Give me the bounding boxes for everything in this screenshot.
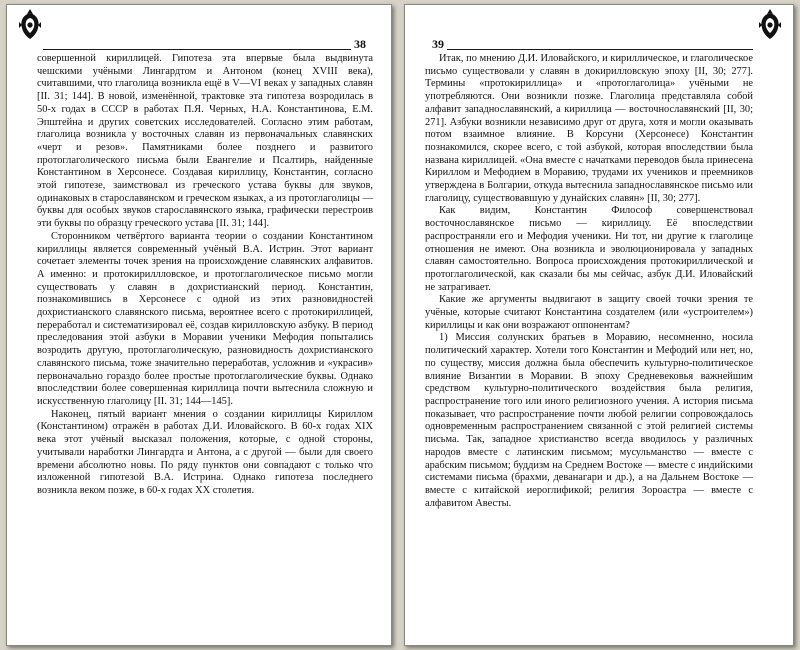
page-number: 38	[351, 37, 369, 52]
paragraph: 1) Миссия солунских братьев в Моравию, несомненно, носила политический характер. Хотели того Константин и Мефодий или нет, но, по существу, миссия должна была обеспечить культурно-политическое влияние Византии в Моравии. В эпоху Средневековья важнейшим средством культурно-политического воздействия была религия, распространение того или иного религиозного учения. А история письма показывает, что распространение почти любой религии сопровождалось одновременным распространением связанной с этой религией системы письма. Так, западное христианство всегда вводилось у различных народов вместе с латинским письмом; мусульманство — вместе с арабским письмом; буддизм на Среднем Востоке — вместе с индийскими системами письма (брахми, деванагари и др.), а на Дальнем Востоке — вместе с китайской иероглификой; религия Зороастра — вместе с алфавитом Авесты.	[425, 332, 753, 509]
ornament-icon	[757, 8, 783, 40]
paragraph: Итак, по мнению Д.И. Иловайского, и кириллическое, и глаголическое письмо существовали у славян в докирилловскую эпоху [II, 30; 277]. Термины «протокириллица» и «протоглаголица» учёными не употребляются. Они возникли позже. Глаголица представляла собой алфавит западнославянский, а кириллица — восточнославянский [II, 30; 271]. Азбуки возникли независимо друг от друга, хотя и могли оказывать потом взаимное влияние. В Корсуни (Херсонесе) Константин познакомился, скорее всего, с той азбукой, которая впоследствии была названа кириллицей. «Она вместе с начатками переводов была принесена Кириллом и Мефодием в Моравию, трудами их учеников и преемников утверждена в Болгарии, откуда вытеснила западнославянское письмо или глаголицу, существовавшую у дунайских славян» [II, 30; 277].	[425, 53, 753, 204]
paragraph: Наконец, пятый вариант мнения о создании кириллицы Кириллом (Константином) отражён в работах Д.И. Иловайского. В 60-х годах XIX века этот учёный высказал положения, которые, с одной стороны, учитывали наработки Лингардта и Антона, а с другой — были для своего времени абсолютно новы. По ряду пунктов они совпадают с только что изложенной гипотезой В.А. Истрина. Однако гипотеза последнего возникла веком позже, в 60-х годах XX столетия.	[37, 408, 373, 496]
paragraph: Как видим, Константин Философ совершенствовал восточнославянское письмо — кириллицу. Её впоследствии распространяли его и Мефодия ученики. Ни тот, ни другие к глаголице отношения не имеют. Она возникла и эволюционировала у западных славян самостоятельно. Вопроса происхождения протокириллической и протоглаголической, как сказали бы мы сейчас, азбук Д.И. Иловайский не затрагивает.	[425, 205, 753, 293]
paragraph: Какие же аргументы выдвигают в защиту своей точки зрения те учёные, которые считают Константина создателем (или «устроителем») кириллицы и как они возражают оппонентам?	[425, 294, 753, 331]
page-number: 39	[429, 37, 447, 52]
header-rule	[43, 49, 367, 50]
paragraph: совершенной кириллицей. Гипотеза эта впервые была выдвинута чешскими учёными Лингардтом и Антоном (конец XVIII века), считавшими, что глаголица возникла ещё в V—VI веках у западных славян [II. 31; 144]. В новой, изменённой, трактовке эта гипотеза возродилась в 50-х годах в СССР в работах П.Я. Черных, Н.А. Константинова, Е.М. Эпштейна и других советских исследователей. Согласно этим работам, глаголица возникла у восточных славян из первоначальных славянских «черт и резов». Памятниками более позднего и развитого протоглаголического письма были Евангелие и Псалтирь, найденные Константином в Херсонесе. Создавая кириллицу, Константин, согласно этой гипотезе, заимствовал из греческого устава буквы для звуков, одинаковых в старославянском и греческом языках, а из протоглаголицы — буквы для особых звуков старославянского языка, графически перестроив эти буквы по образцу греческого устава [II. 31; 144].	[37, 53, 373, 230]
page-text	[37, 53, 373, 498]
paragraph: Сторонником четвёртого варианта теории о создании Константином кириллицы является современный учёный В.А. Истрин. Этот вариант сочетает элементы точек зрения на происхождение славянских алфавитов. А именно: и протокириллловское, и протоглаголическое письмо могли существовать у славян в дохристианский период. Константин, познакомившись в Херсонесе с одной из этих разновидностей дохристианского славянского письма, вероятнее всего с протокириллицей, переработал и систематизировал её, создав кирилловскую азбуку. В период преследования этой азбуки в Моравии ученики Мефодия попытались возродить другую, протоглаголическую, разновидность дохристианского славянского письма, тоже значительно переработав, усложнив и «украсив» первоначально гораздо более простые протоглаголические буквы. Однако впоследствии более совершенная кириллица почти вытеснила сложную и искусственную глаголицу [II. 31; 144—145].	[37, 230, 373, 407]
header-rule	[431, 49, 753, 50]
right-page	[404, 4, 794, 646]
left-page	[6, 4, 392, 646]
ornament-icon	[17, 8, 43, 40]
page-text	[425, 53, 753, 510]
